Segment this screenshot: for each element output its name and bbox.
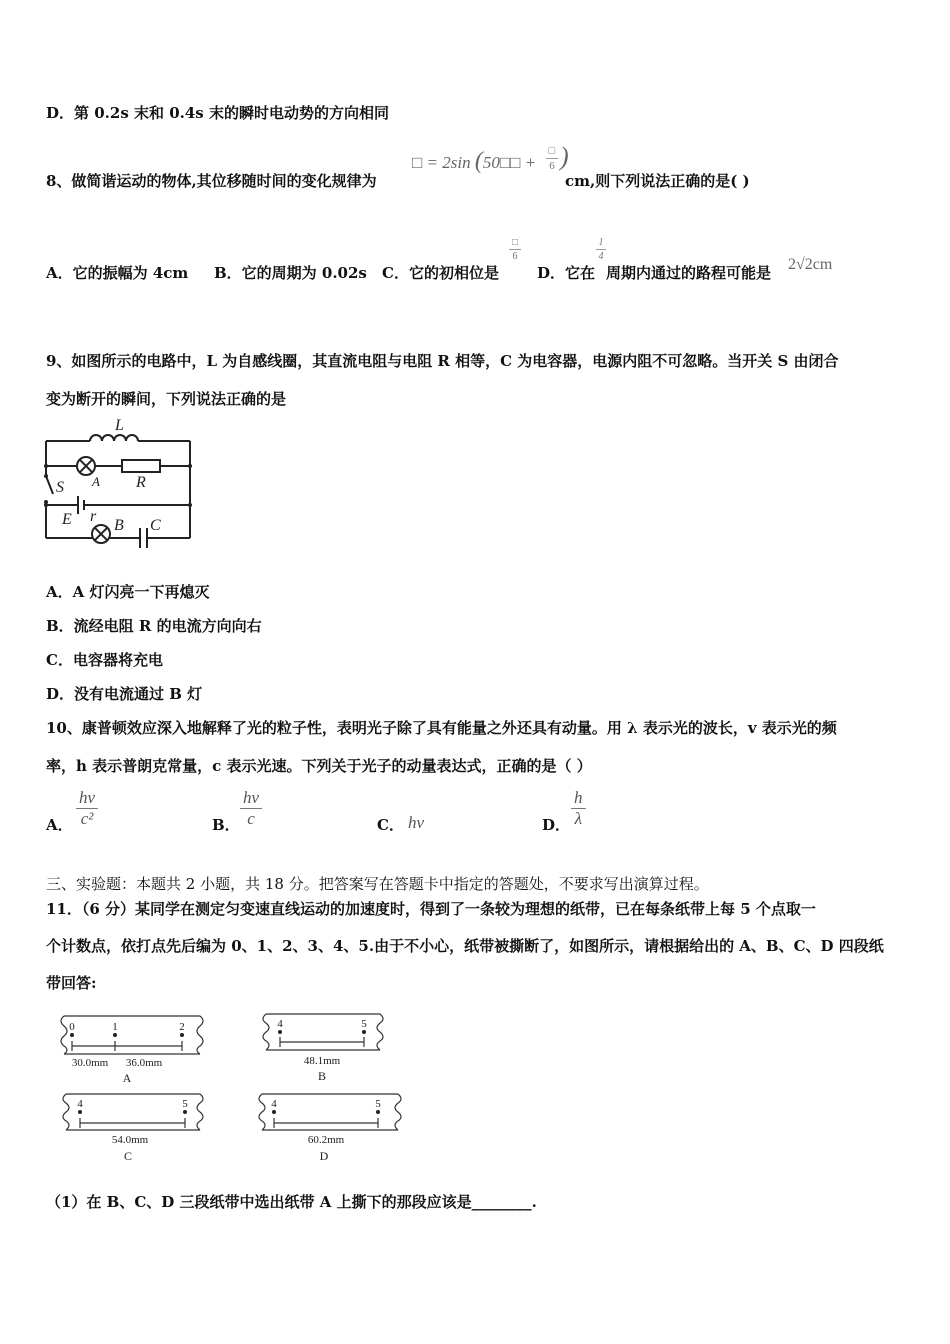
q10-option-a-den: c² [80,809,94,828]
q11-sub1: （1）在 B、C、D 三段纸带中选出纸带 A 上撕下的那段应该是________. [46,1193,537,1211]
tape-a-length-12: 36.0mm [125,1057,163,1069]
q10-option-d-frac [571,788,586,829]
q8-option-d-value: 2√2cm [788,256,833,273]
q8-formula-inner: 50□□ + [482,153,537,172]
q8-option-d-num: 1 [598,237,604,248]
q8-option-c-num: □ [511,237,519,248]
tape-b-point-4: 4 [277,1018,283,1030]
q8-option-c: C．它的初相位是 [382,264,499,282]
q8-option-d-suffix: 周期内通过的路程可能是 [606,264,772,282]
q8-option-c-bar [509,249,521,250]
q11-stem-line2: 个计数点，依打点先后编为 0、1、2、3、4、5.由于不小心，纸带被撕断了，如图所示，请根据给出的 A、B、C、D 四段纸 [46,937,884,955]
circuit-label-C: C [150,517,161,534]
tape-b-point-5: 5 [361,1018,367,1030]
q10-stem-line1: 10、康普顿效应深入地解释了光的粒子性，表明光子除了具有能量之外还具有动量。用 λ 表示光的波长，v 表示光的频 [46,719,837,737]
q9-option-d: D．没有电流通过 B 灯 [46,685,203,703]
q8-option-b: B．它的周期为 0.02s [214,264,367,282]
q10-option-d-label: D． [542,816,571,834]
q10-option-c-expr: hv [408,813,425,832]
tape-d-figure [248,1090,408,1166]
q9-circuit-diagram [40,414,200,548]
tape-c-label: C [123,1149,133,1163]
q10-option-a-num: hv [79,788,96,807]
tape-d-label: D [319,1149,329,1163]
q8-formula [412,148,536,175]
circuit-label-S: S [56,479,64,496]
tape-b-figure [252,1010,392,1090]
q8-formula-frac-num: □ [548,145,556,157]
circuit-label-r: r [90,508,97,525]
tape-a-length-01: 30.0mm [71,1057,109,1069]
q9-option-b: B．流经电阻 R 的电流方向向右 [46,617,262,635]
q10-option-d-num: h [574,788,583,807]
circuit-label-B: B [114,517,124,534]
q10-option-b-label: B． [212,816,240,834]
section3-heading: 三、实验题：本题共 2 小题，共 18 分。把答案写在答题卡中指定的答题处，不要求写出演算过程。 [46,875,709,893]
q9-option-a: A．A 灯闪亮一下再熄灭 [46,583,210,601]
tape-a-label: A [122,1071,132,1085]
circuit-label-E: E [62,511,72,528]
q7-option-d: D．第 0.2s 末和 0.4s 末的瞬时电动势的方向相同 [46,104,389,122]
tape-d-length: 60.2mm [307,1134,345,1146]
q8-option-d-den: 4 [598,251,604,262]
q8-formula-frac-bar [546,158,558,159]
circuit-label-R: R [136,474,146,491]
circuit-label-L: L [115,417,124,434]
q8-formula-frac [546,145,558,172]
tape-a-point-1: 1 [112,1021,118,1033]
q8-formula-frac-den: 6 [549,160,555,172]
tape-c-length: 54.0mm [111,1134,149,1146]
q8-formula-paren-open: ( [474,148,483,174]
tape-c-point-4: 4 [77,1098,83,1110]
q8-option-d-prefix: D．它在 [537,264,596,282]
q10-option-d-den: λ [574,809,582,828]
q10-option-a-frac [76,788,98,829]
q8-option-c-den: 6 [512,251,518,262]
tape-a-point-0: 0 [69,1021,75,1033]
circuit-label-A: A [92,474,100,489]
tape-d-point-5: 5 [375,1098,381,1110]
q9-stem-line1: 9、如图所示的电路中，L 为自感线圈，其直流电阻与电阻 R 相等，C 为电容器，电源内阻不可忽略。当开关 S 由闭合 [46,352,839,370]
q10-option-b-den: c [247,809,255,828]
q10-option-b-num: hv [243,788,260,807]
q11-stem-line1: 11．（6 分）某同学在测定匀变速直线运动的加速度时，得到了一条较为理想的纸带，已在每条纸带上每 5 个点取一 [46,900,816,918]
q8-option-a: A．它的振幅为 4cm [46,264,189,282]
q8-stem: 8、做简谐运动的物体,其位移随时间的变化规律为 [46,172,377,190]
q11-stem-line3: 带回答: [46,974,97,992]
tape-a-point-2: 2 [179,1021,185,1033]
q8-stem-after: cm,则下列说法正确的是( ) [565,172,750,190]
q10-stem-line2: 率，h 表示普朗克常量，c 表示光速。下列关于光子的动量表达式，正确的是（ ） [46,757,592,775]
q8-option-c-frac [509,237,521,262]
q8-formula-left: □ = 2sin [412,153,471,172]
tape-c-point-5: 5 [182,1098,188,1110]
q10-option-a-label: A． [46,816,73,834]
tape-c-figure [52,1090,212,1166]
q8-option-d-bar [596,249,606,250]
tape-a-figure [52,1010,212,1090]
q9-stem-line2: 变为断开的瞬间，下列说法正确的是 [46,390,287,408]
q10-option-c-label: C． [377,816,404,834]
q10-option-b-frac [240,788,262,829]
q8-formula-paren-close: ) [560,142,569,171]
q8-option-d-frac [596,237,606,262]
tape-d-point-4: 4 [271,1098,277,1110]
tape-b-length: 48.1mm [303,1055,341,1067]
q9-option-c: C．电容器将充电 [46,651,163,669]
tape-b-label: B [317,1069,327,1083]
